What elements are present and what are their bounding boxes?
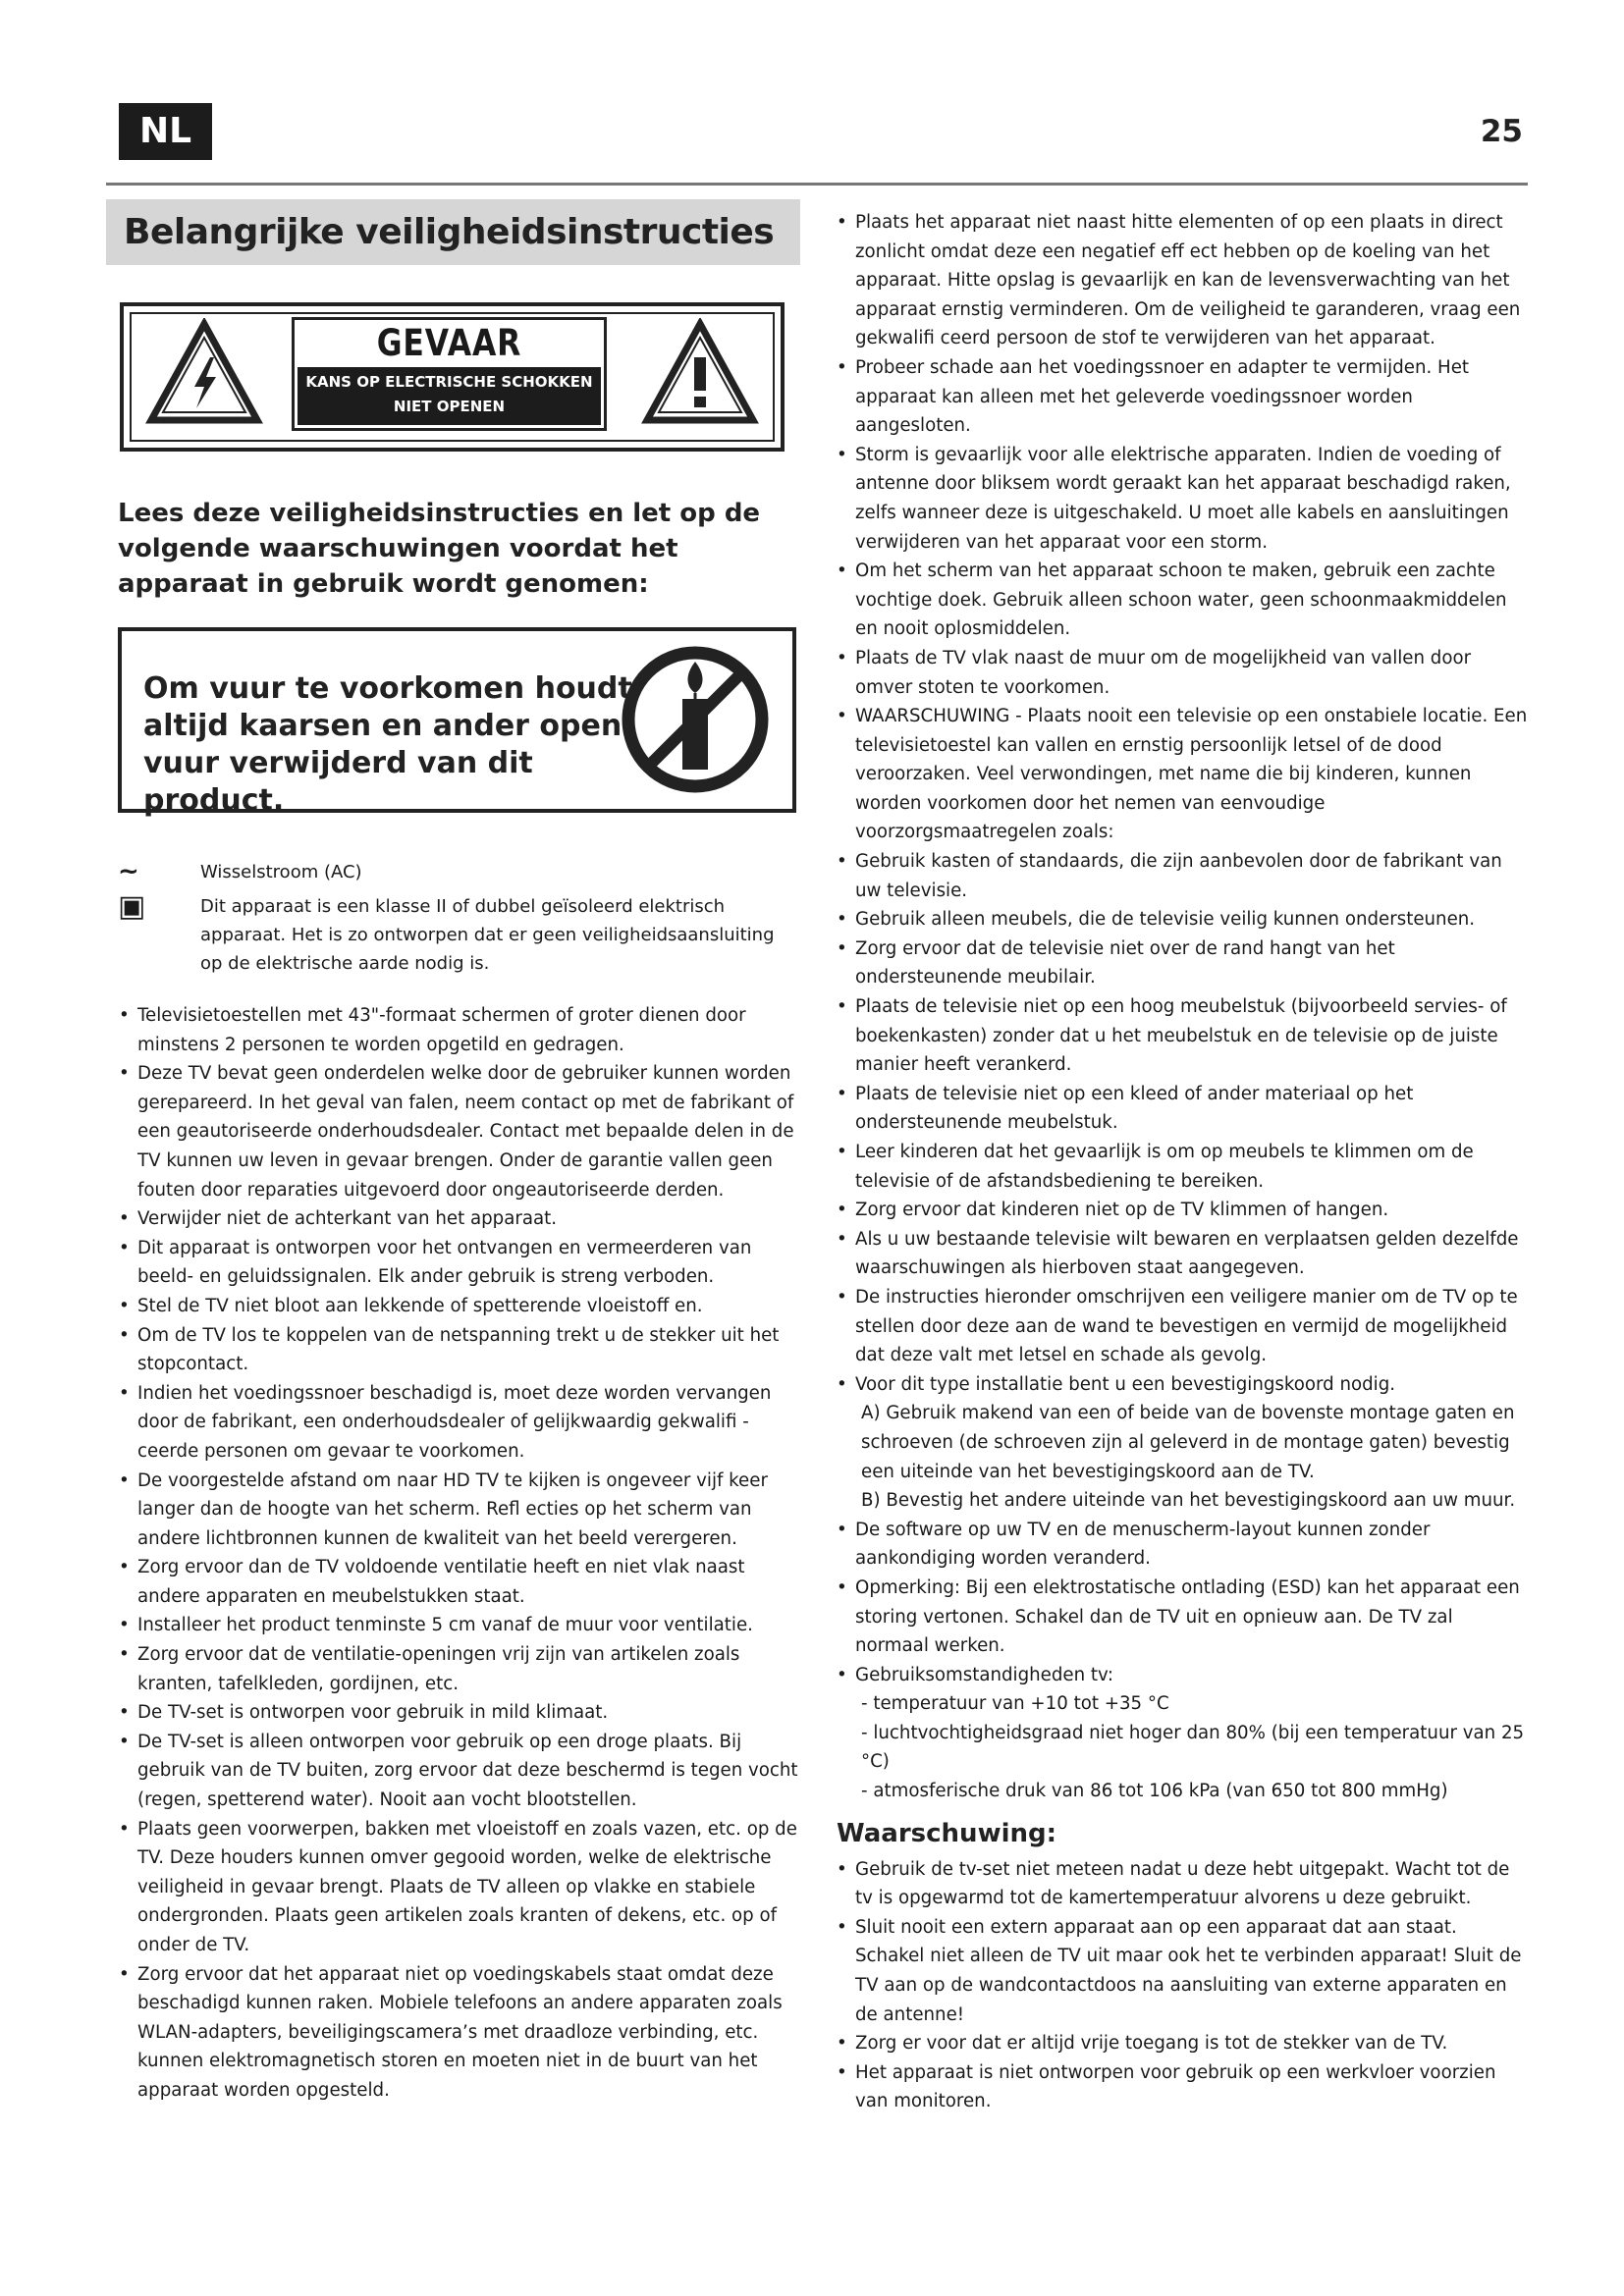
list-item-text: Verwijder niet de achterkant van het apparaat. — [137, 1208, 558, 1230]
list-item — [829, 702, 1528, 847]
list-item-text: Gebruik kasten of standaards, die zijn aanbevolen door de fabrikant van uw televisie. — [855, 851, 1502, 901]
list-item — [111, 1611, 800, 1640]
list-item — [829, 557, 1528, 644]
list-item — [829, 1138, 1528, 1196]
warning-heading: Waarschuwing: — [837, 1818, 1057, 1848]
title-banner — [106, 199, 800, 265]
list-item — [111, 1728, 800, 1815]
usage-condition: - atmosferische druk van 86 tot 106 kPa (van 650 tot 800 mmHg) — [861, 1781, 1448, 1802]
list-item-text: De TV-set is ontworpen voor gebruik in mild klimaat. — [137, 1702, 609, 1724]
list-item-text: Plaats de televisie niet op een kleed of ander materiaal op het ondersteunende meubelstuk. — [855, 1083, 1414, 1134]
page-title: Belangrijke veiligheidsinstructies — [124, 212, 775, 252]
no-open-flame-icon — [620, 644, 772, 796]
list-item — [829, 1283, 1528, 1370]
list-item — [829, 644, 1528, 702]
list-item-text: Plaats het apparaat niet naast hitte elementen of op een plaats in direct zonlicht omdat deze een negatief eff ect hebben op de koeling van het apparaat. Hitte opslag is gevaarlijk en kan de levensverwachting van het apparaat ernstig verminderen. Om de veiligheid te garanderen, vraag een gekwalifi ceerd persoon de stof te verwijderen van het apparaat. — [855, 212, 1521, 349]
list-item-text: Televisietoestellen met 43"-formaat schermen of groter dienen door minstens 2 personen te worden opgetild en gedragen. — [137, 1005, 746, 1055]
list-item-text: De software op uw TV en de menuscherm-layout kunnen zonder aankondiging worden veranderd. — [855, 1519, 1431, 1570]
list-item-text: Dit apparaat is ontworpen voor het ontvangen en vermeerderen van beeld- en geluidssignalen. Elk ander gebruik is streng verboden. — [137, 1237, 752, 1288]
list-item-text: WAARSCHUWING - Plaats nooit een televisie op een onstabiele locatie. Een televisietoestel kan vallen en ernstig persoonlijk letsel of de dood veroorzaken. Veel verwondingen, met name die bij kinderen, kunnen worden voorkomen door het nemen van eenvoudige voorzorgsmaatregelen zoals: — [855, 706, 1528, 843]
danger-sign — [120, 302, 785, 452]
list-item-text: Zorg ervoor dat de ventilatie-openingen vrij zijn van artikelen zoals kranten, tafelkleden, gordijnen, etc. — [137, 1644, 740, 1694]
symbol-row-class-ii — [118, 889, 800, 978]
list-item — [829, 905, 1528, 934]
danger-subtext-line-2: NIET OPENEN — [393, 398, 506, 415]
list-item — [829, 1913, 1528, 2029]
list-item-text: Gebruik de tv-set niet meteen nadat u deze hebt uitgepakt. Wacht tot de tv is opgewarmd tot de kamertemperatuur alvorens u deze gebruikt. — [855, 1858, 1510, 1909]
list-item — [829, 1080, 1528, 1138]
list-item-text: Opmerking: Bij een elektrostatische ontlading (ESD) kan het apparaat een storing vertonen. Schakel dan de TV uit en opnieuw aan. De TV zal normaal werken. — [855, 1576, 1520, 1657]
list-item — [829, 847, 1528, 905]
symbol-description: Dit apparaat is een klasse II of dubbel geïsoleerd elektrisch apparaat. Het is zo ontworpen dat er geen veiligheidsaansluiting op de elektrische aarde nodig is. — [200, 896, 775, 974]
lead-paragraph: Lees deze veiligheidsinstructies en let op de volgende waarschuwingen voordat het apparaat in gebruik wordt genomen: — [118, 499, 761, 599]
list-item — [111, 1815, 800, 1960]
left-bullet-list — [111, 1001, 800, 2106]
list-item-text: De TV-set is alleen ontworpen voor gebruik op een droge plaats. Bij gebruik van de TV buiten, zorg ervoor dat deze beschermd is tegen vocht (regen, spetterend water). Nooit aan vocht blootstellen. — [137, 1731, 798, 1811]
list-item — [111, 1960, 800, 2106]
list-item-text: Stel de TV niet bloot aan lekkende of spetterende vloeistoff en. — [137, 1295, 703, 1316]
list-item-text: Zorg ervoor dan de TV voldoende ventilatie heeft en niet vlak naast andere apparaten en meubelstukken staat. — [137, 1557, 745, 1607]
alternating-current-icon: ~ — [118, 857, 139, 886]
list-item — [829, 441, 1528, 557]
list-item — [111, 1467, 800, 1554]
right-bullet-list — [829, 208, 1528, 1806]
list-item — [829, 2029, 1528, 2058]
list-item-text: Om de TV los te koppelen van de netspanning trekt u de stekker uit het stopcontact. — [137, 1324, 780, 1375]
fire-notice-text: Om vuur te voorkomen houdt altijd kaarsen en ander open vuur verwijderd van dit product. — [143, 671, 632, 818]
list-item — [829, 1370, 1528, 1516]
list-item — [829, 353, 1528, 441]
right-column — [829, 208, 1528, 2116]
warning-bullet-list — [829, 1855, 1528, 2116]
symbol-description: Wisselstroom (AC) — [200, 862, 362, 882]
danger-subtext — [298, 367, 601, 425]
double-insulation-icon: ▣ — [118, 889, 146, 924]
list-item-text: Probeer schade aan het voedingssnoer en adapter te vermijden. Het apparaat kan alleen met het geleverde voedingssnoer worden aangesloten. — [855, 356, 1470, 437]
install-step: B) Bevestig het andere uiteinde van het bevestigingskoord aan uw muur. — [861, 1490, 1516, 1512]
header-divider — [106, 183, 1528, 186]
danger-subtext-line-1: KANS OP ELECTRISCHE SCHOKKEN — [305, 373, 593, 391]
list-item — [829, 992, 1528, 1080]
list-item-text: Plaats de TV vlak naast de muur om de mogelijkheid van vallen door omver stoten te voorkomen. — [855, 647, 1472, 698]
list-item — [111, 1234, 800, 1292]
list-item-text: De voorgestelde afstand om naar HD TV te kijken is ongeveer vijf keer langer dan de hoogte van het scherm. Refl ecties op het scherm van andere lichtbronnen kunnen de kwaliteit van het beeld verergeren. — [137, 1469, 768, 1549]
list-item — [111, 1379, 800, 1467]
list-item-text: Als u uw bestaande televisie wilt bewaren en verplaatsen gelden dezelfde waarschuwingen als hierboven staat aangegeven. — [855, 1228, 1519, 1279]
list-item — [829, 208, 1528, 353]
install-step: A) Gebruik makend van een of beide van de bovenste montage gaten en schroeven (de schroeven zijn al geleverd in de montage gaten) bevestig een uiteinde van het bevestigingskoord aan de TV. — [861, 1403, 1515, 1482]
fire-notice-box — [118, 627, 796, 818]
list-item — [111, 1698, 800, 1728]
usage-condition: - luchtvochtigheidsgraad niet hoger dan 80% (bij een temperatuur van 25 °C) — [861, 1722, 1525, 1773]
list-item — [111, 1321, 800, 1379]
list-item-text: Om het scherm van het apparaat schoon te maken, gebruik een zachte vochtige doek. Gebruik alleen schoon water, geen schoonmaakmiddelen en nooit oplosmiddelen. — [855, 561, 1507, 640]
list-item — [829, 1196, 1528, 1225]
danger-label-box — [292, 317, 607, 431]
left-column — [106, 199, 800, 2106]
list-item — [829, 1225, 1528, 1283]
list-item-text: Zorg er voor dat er altijd vrije toegang is tot de stekker van de TV. — [855, 2033, 1448, 2055]
list-item-text: Zorg ervoor dat de televisie niet over de rand hangt van het ondersteunende meubilair. — [855, 937, 1395, 988]
list-item — [111, 1640, 800, 1698]
list-item — [111, 1001, 800, 1059]
usage-condition: - temperatuur van +10 tot +35 °C — [861, 1693, 1169, 1715]
list-item-text: Deze TV bevat geen onderdelen welke door de gebruiker kunnen worden gerepareerd. In het geval van falen, neem contact op met de fabrikant of een geautoriseerde onderhoudsdealer. Contact met bepaalde delen in de TV kunnen uw leven in gevaar brengen. Onder de garantie vallen geen fouten door reparaties uitgevoerd door ongeautoriseerde derden. — [137, 1063, 794, 1201]
danger-heading: GEVAAR — [376, 322, 522, 364]
electric-shock-warning-icon — [145, 318, 263, 426]
list-item-text: Gebruiksomstandigheden tv: — [855, 1664, 1113, 1685]
symbol-legend — [106, 858, 800, 978]
list-item — [111, 1204, 800, 1234]
list-item-text: De instructies hieronder omschrijven een veiligere manier om de TV op te stellen door deze aan de wand te bevestigen en vermijd de mogelijkheid dat deze valt met letsel en schade als gevolg. — [855, 1286, 1518, 1366]
list-item-text: Het apparaat is niet ontworpen voor gebruik op een werkvloer voorzien van monitoren. — [855, 2061, 1496, 2112]
list-item-text: Plaats geen voorwerpen, bakken met vloeistoff en zoals vazen, etc. op de TV. Deze houders kunnen omver gegooid worden, welke de elektrische veiligheid in gevaar brengt. Plaats de TV alleen op vlakke en stabiele ondergronden. Plaats geen artikelen zoals kranten of dekens, etc. op of onder de TV. — [137, 1818, 797, 1955]
list-item — [829, 1574, 1528, 1661]
list-item-text: Leer kinderen dat het gevaarlijk is om op meubels te klimmen om de televisie of de afstandsbediening te bereiken. — [855, 1142, 1474, 1192]
exclamation-warning-icon — [641, 318, 759, 426]
list-item-text: Sluit nooit een extern apparaat aan op een apparaat dat aan staat. Schakel niet alleen de TV uit maar ook het te verbinden apparaat! Sluit de TV aan op de wandcontactdoos na aansluiting van externe apparaten en de antenne! — [855, 1916, 1522, 2025]
list-item-text: Zorg ervoor dat kinderen niet op de TV klimmen of hangen. — [855, 1200, 1389, 1221]
page-number: 25 — [1480, 114, 1523, 149]
list-item — [829, 1516, 1528, 1574]
list-item-text: Installeer het product tenminste 5 cm vanaf de muur voor ventilatie. — [137, 1615, 753, 1636]
list-item-text: Indien het voedingssnoer beschadigd is, moet deze worden vervangen door de fabrikant, een onderhoudsdealer of gelijkwaardig gekwalifi - ceerde personen om gevaar te voorkomen. — [137, 1382, 772, 1462]
list-item — [111, 1292, 800, 1321]
list-item-text: Voor dit type installatie bent u een bevestigingskoord nodig. — [855, 1373, 1396, 1395]
list-item — [829, 2058, 1528, 2116]
list-item-text: Storm is gevaarlijk voor alle elektrische apparaten. Indien de voeding of antenne door bliksem wordt geraakt kan het apparaat beschadigd raken, zelfs wanneer deze is uitgeschakeld. U moet alle kabels en aansluitingen verwijderen van het apparaat voor een storm. — [855, 444, 1511, 553]
list-item — [829, 1661, 1528, 1806]
list-item-text: Gebruik alleen meubels, die de televisie veilig kunnen ondersteunen. — [855, 909, 1476, 931]
list-item — [111, 1059, 800, 1204]
list-item — [829, 1855, 1528, 1913]
list-item-text: Plaats de televisie niet op een hoog meubelstuk (bijvoorbeeld servies- of boekenkasten) zonder dat u het meubelstuk en de televisie op de juiste manier heeft verankerd. — [855, 996, 1507, 1076]
list-item — [111, 1553, 800, 1611]
language-badge: NL — [119, 103, 212, 160]
symbol-row-ac — [118, 858, 800, 886]
list-item — [829, 934, 1528, 992]
list-item-text: Zorg ervoor dat het apparaat niet op voedingskabels staat omdat deze beschadigd kunnen raken. Mobiele telefoons an andere apparaten zoals WLAN-adapters, beveiligingscamera’s met draadloze verbinding, etc. kunnen elektromagnetisch storen en moeten niet in de buurt van het apparaat worden opgesteld. — [137, 1963, 783, 2101]
